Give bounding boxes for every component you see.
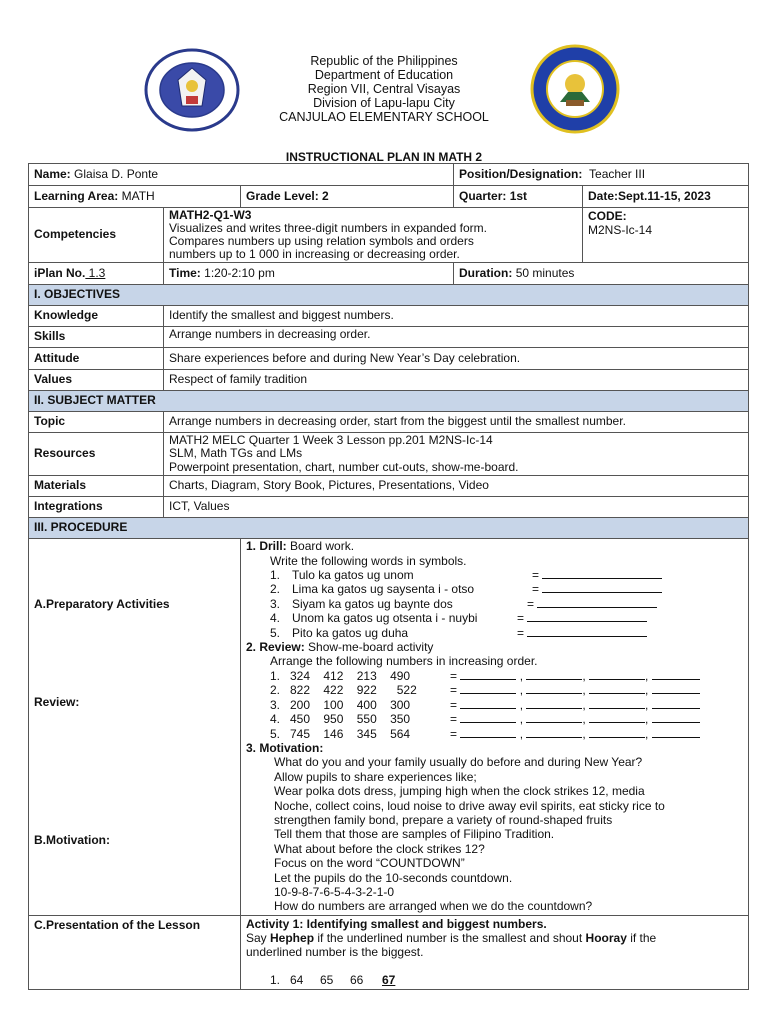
- integrations-row: [29, 497, 749, 518]
- knowledge-label: Knowledge: [29, 306, 164, 327]
- header-line: Region VII, Central Visayas: [307, 82, 461, 96]
- competency-line: Visualizes and writes three-digit numbers in expanded form.: [169, 221, 487, 235]
- time-label: Time:: [169, 265, 201, 280]
- integrations-label: Integrations: [29, 497, 164, 518]
- area-value: MATH: [121, 188, 155, 203]
- competency-code: MATH2-Q1-W3: [169, 208, 252, 222]
- drill-item: 3. Siyam ka gatos ug baynte dos =: [246, 597, 743, 611]
- drill-title: 1. Drill:: [246, 539, 287, 554]
- procedure-heading-row: [29, 518, 749, 539]
- division-seal-icon: [530, 44, 620, 134]
- resource-line: SLM, Math TGs and LMs: [169, 446, 303, 461]
- values-value: Respect of family tradition: [164, 370, 749, 391]
- subject-heading: II. SUBJECT MATTER: [29, 391, 749, 412]
- iplan-value: 1.3: [85, 265, 106, 280]
- resource-line: Powerpoint presentation, chart, number cut-outs, show-me-board.: [169, 459, 519, 474]
- values-label: Values: [29, 370, 164, 391]
- quarter: Quarter: 1st: [454, 186, 583, 208]
- attitude-value: Share experiences before and during New Year’s Day celebration.: [164, 348, 749, 370]
- objectives-heading: I. OBJECTIVES: [29, 285, 749, 306]
- drill-item: 2. Lima ka gatos ug saysenta i - otso =: [246, 582, 743, 596]
- drill-item: 5. Pito ka gatos ug duha =: [246, 626, 743, 640]
- knowledge-row: [29, 306, 749, 327]
- skills-value: Arrange numbers in decreasing order.: [164, 327, 749, 348]
- header-line: Republic of the Philippines: [310, 54, 458, 68]
- position-value: Teacher III: [589, 166, 646, 181]
- objectives-heading-row: [29, 285, 749, 306]
- review-item: 5. 745 146 345 564 = , , ,: [246, 727, 743, 741]
- materials-value: Charts, Diagram, Story Book, Pictures, Presentations, Video: [164, 476, 749, 497]
- knowledge-value: Identify the smallest and biggest numbers.: [164, 306, 749, 327]
- iplan-row: [29, 263, 749, 285]
- presentation-row: [29, 915, 749, 989]
- resource-line: MATH2 MELC Quarter 1 Week 3 Lesson pp.201 M2NS-Ic-14: [169, 433, 493, 447]
- date: Date:Sept.11-15, 2023: [583, 186, 749, 208]
- skills-row: [29, 327, 749, 348]
- review-instruction: Arrange the following numbers in increasing order.: [270, 654, 538, 669]
- activity-instruction: Say Hephep if the underlined number is the smallest and shout Hooray if the: [246, 930, 657, 945]
- grade-level: Grade Level: 2: [241, 186, 454, 208]
- motivation-title: 3. Motivation:: [246, 740, 324, 755]
- drill-instruction: Write the following words in symbols.: [270, 553, 467, 568]
- integrations-value: ICT, Values: [164, 497, 749, 518]
- activity-instruction-cont: underlined number is the biggest.: [246, 944, 424, 959]
- code-label: CODE:: [588, 209, 627, 223]
- drill-item: 1. Tulo ka gatos ug unom =: [246, 568, 743, 582]
- iplan-label: iPlan No.: [34, 265, 86, 280]
- duration-value: 50 minutes: [515, 265, 575, 280]
- procedure-heading: III. PROCEDURE: [29, 518, 749, 539]
- materials-label: Materials: [29, 476, 164, 497]
- topic-row: [29, 412, 749, 433]
- competencies-label: Competencies: [29, 208, 164, 263]
- time-value: 1:20-2:10 pm: [204, 265, 275, 280]
- procedure-body-row: [29, 539, 749, 916]
- preparatory-label: A.Preparatory Activities: [34, 597, 170, 612]
- motivation-label: B.Motivation:: [34, 833, 110, 848]
- review-label: Review:: [34, 695, 80, 710]
- instructional-plan-table: [28, 163, 749, 990]
- presentation-label: C.Presentation of the Lesson: [29, 915, 241, 989]
- code-value: M2NS-Ic-14: [588, 223, 653, 237]
- review-subtitle: Show-me-board activity: [304, 640, 434, 655]
- header-line: CANJULAO ELEMENTARY SCHOOL: [279, 110, 489, 124]
- teacher-name: Glaisa D. Ponte: [74, 166, 159, 181]
- duration-label: Duration:: [459, 265, 513, 280]
- subject-heading-row: [29, 391, 749, 412]
- area-row: [29, 186, 749, 208]
- topic-value: Arrange numbers in decreasing order, start from the biggest until the smallest number.: [164, 412, 749, 433]
- position-label: Position/Designation:: [459, 166, 583, 181]
- competencies-row: [29, 208, 749, 263]
- competency-line: numbers up to 1 000 in increasing or decreasing order.: [169, 247, 460, 261]
- drill-item: 4. Unom ka gatos ug otsenta i - nuybi =: [246, 611, 743, 625]
- example-item: 1. 64 65 66 67: [270, 972, 396, 987]
- resources-label: Resources: [29, 433, 164, 476]
- header-line: Department of Education: [314, 68, 454, 82]
- resources-row: [29, 433, 749, 476]
- plan-title: INSTRUCTIONAL PLAN IN MATH 2: [285, 150, 483, 164]
- review-item: 1. 324 412 213 490 = , , ,: [246, 669, 743, 683]
- header-line: Division of Lapu-lapu City: [313, 96, 455, 110]
- review-item: 3. 200 100 400 300 = , , ,: [246, 698, 743, 712]
- name-label: Name:: [34, 166, 71, 181]
- attitude-label: Attitude: [29, 348, 164, 370]
- drill-subtitle: Board work.: [286, 539, 355, 554]
- competency-line: Compares numbers up using relation symbols and orders: [169, 234, 474, 248]
- area-label: Learning Area:: [34, 188, 119, 203]
- values-row: [29, 370, 749, 391]
- attitude-row: [29, 348, 749, 370]
- motivation-text: What do you and your family usually do before and during New Year? Allow pupils to share experiences like; Wear polka dots dress, jumping high when the clock strikes 12, media Noche, collect coins, loud noise to drive away evil spirits, eat sticky rice to strengthen family bond, prepare a variety of round-shaped fruits Tell them that those are samples of Filipino Tradition. What about before the clock strikes 12? Focus on the word “COUNTDOWN” Let the pupils do the 10-seconds countdown. 10-9-8-7-6-5-4-3-2-1-0 How do numbers are arranged when we do the countdown?: [274, 755, 665, 914]
- skills-label: Skills: [29, 327, 164, 348]
- header-text: [234, 54, 534, 124]
- review-item: 4. 450 950 550 350 = , , ,: [246, 712, 743, 726]
- deped-seal-icon: [144, 48, 240, 132]
- review-title: 2. Review:: [246, 640, 305, 655]
- review-item: 2. 822 422 922 522 = , , ,: [246, 683, 743, 697]
- activity-title: Activity 1: Identifying smallest and biggest numbers.: [246, 916, 547, 931]
- materials-row: [29, 476, 749, 497]
- name-row: [29, 164, 749, 186]
- letterhead: [0, 40, 768, 140]
- topic-label: Topic: [29, 412, 164, 433]
